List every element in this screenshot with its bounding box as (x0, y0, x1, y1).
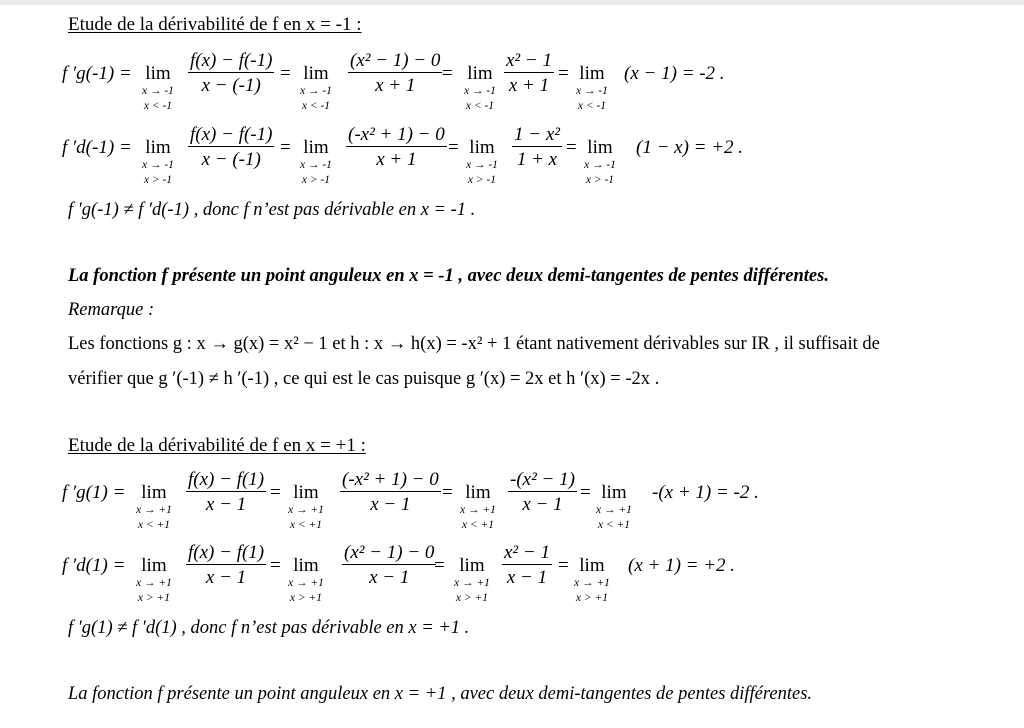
lhs: f ′d(1) = (62, 555, 126, 576)
section-2-conclusion: f ′g(1) ≠ f ′d(1) , donc f n’est pas dérivable en x = +1 . (68, 618, 470, 638)
lim-block: lim x → +1 x < +1 (460, 482, 496, 531)
document-page: Etude de la dérivabilité de f en x = -1 : f ′g(-1) = lim x → -1 x < -1 $\frac{f(x) - f(-1)}{x - (-1)}$ = lim x → -1 x < -1 $\frac{\text{(x² − 1) − 0}}{x + 1}$ = lim x → -1 x < -1 $\frac{\text{x² − 1}}{x + 1}$ = lim x → -1 x < -1 (x − 1) = -2 . f ′d(-1) = lim x → -1 x > -1 $\frac{f(x) - f(-1)}{x - (-1)}$ = lim x → -1 x > -1 $\frac{\text{(-x² + 1) − 0}}{x + 1}$ = lim x → -1 x > -1 $\frac{\text{1 − x²}}{1 + x}$ = lim x → -1 x > -1 (1 − x) = +2 . f ′g(-1) ≠ f ′d(-1) , donc f n’est pas dérivable en x = -1 . La fonction f présente un point anguleux en x = -1 , avec deux demi-tangentes de pentes différentes. Remarque : Les fonctions g : x → g(x) = x² − 1 et h : x → h(x) = -x² + 1 étant nativement dérivables sur IR , il suffisait de vérifier que g ′(-1) ≠ h ′(-1) , ce qui est le cas puisque g ′(x) = 2x et h ′(x) = -2x . Etude de la dérivabilité de f en x = +1 : f ′g(1) = lim x → +1 x < +1 $\frac{f(x) - f(1)}{x - 1}$ = lim x → +1 x < +1 $\frac{\text{(-x² + 1) − 0}}{x - 1}$ = lim x → +1 x < +1 $\frac{\text{-(x² − 1)}}{x - 1}$ = lim x → +1 x < +1 -(x + 1) = -2 . f ′d(1) = lim x → +1 x > +1 $\frac{f(x) - f(1)}{x - 1}$ = lim x → +1 x > +1 $\frac{\text{(x² − 1) − 0}}{x - 1}$ = lim x → +1 x > +1 $\frac{\text{x² − 1}}{x - 1}$ = lim x → +1 x > +1 (x + 1) = +2 . f ′g(1) ≠ f ′d(1) , donc f n’est pas dérivable en x = +1 . La fonction f présente un point anguleux en x = +1 , avec deux demi-tangentes de pentes différentes. (62, 14, 880, 704)
remark-line-1: Les fonctions g : x → g(x) = x² − 1 et h : x → h(x) = -x² + 1 étant nativement dérivables sur IR , il suffisait de (68, 334, 880, 354)
lim-block: lim x → +1 x > +1 (574, 555, 610, 604)
fraction: $\frac{\text{(-x² + 1) − 0}}{x + 1}$ (348, 124, 445, 170)
fraction: $\frac{\text{(x² − 1) − 0}}{x + 1}$ (350, 50, 441, 96)
fraction: $\frac{f(x) - f(-1)}{x - (-1)}$ (190, 50, 273, 96)
lim-block: lim x → -1 x > -1 (142, 137, 174, 186)
lhs: f ′d(-1) = (62, 137, 132, 158)
fraction: $\frac{f(x) - f(1)}{x - 1}$ (188, 469, 265, 515)
section-2-statement: La fonction f présente un point anguleux en x = +1 , avec deux demi-tangentes de pentes différentes. (68, 684, 813, 704)
lim-block: lim x → +1 x < +1 (136, 482, 172, 531)
fraction: $\frac{\text{x² − 1}}{x + 1}$ (506, 50, 552, 96)
fraction: $\frac{\text{1 − x²}}{1 + x}$ (514, 124, 560, 170)
lim-block: lim x → +1 x > +1 (136, 555, 172, 604)
fraction: $\frac{\text{(x² − 1) − 0}}{x - 1}$ (344, 542, 435, 588)
lim-block: lim x → +1 x > +1 (288, 555, 324, 604)
lim-block: lim x → +1 x < +1 (596, 482, 632, 531)
lim-block: lim x → +1 x < +1 (288, 482, 324, 531)
section-1-conclusion: f ′g(-1) ≠ f ′d(-1) , donc f n’est pas dérivable en x = -1 . (68, 200, 476, 220)
lim-block: lim x → -1 x < -1 (300, 63, 332, 112)
lim-block: lim x → -1 x < -1 (464, 63, 496, 112)
lhs: f ′g(1) = (62, 482, 126, 503)
section-1-statement: La fonction f présente un point anguleux en x = -1 , avec deux demi-tangentes de pentes différentes. (68, 266, 829, 286)
lim-block: lim x → -1 x < -1 (142, 63, 174, 112)
lim-block: lim x → -1 x > -1 (300, 137, 332, 186)
lhs: f ′g(-1) = (62, 63, 132, 84)
section-1-heading: Etude de la dérivabilité de f en x = -1 : (68, 14, 362, 35)
lim-block: lim x → +1 x > +1 (454, 555, 490, 604)
fraction: $\frac{f(x) - f(-1)}{x - (-1)}$ (190, 124, 273, 170)
lim-block: lim x → -1 x > -1 (466, 137, 498, 186)
lim-block: lim x → -1 x > -1 (584, 137, 616, 186)
fraction: $\frac{\text{-(x² − 1)}}{x - 1}$ (510, 469, 575, 515)
remark-line-2: vérifier que g ′(-1) ≠ h ′(-1) , ce qui est le cas puisque g ′(x) = 2x et h ′(x) = -2x . (68, 369, 660, 389)
fraction: $\frac{f(x) - f(1)}{x - 1}$ (188, 542, 265, 588)
section-2-heading: Etude de la dérivabilité de f en x = +1 : (68, 435, 366, 456)
fraction: $\frac{\text{x² − 1}}{x - 1}$ (504, 542, 550, 588)
lim-block: lim x → -1 x < -1 (576, 63, 608, 112)
remark-title: Remarque : (68, 300, 155, 320)
fraction: $\frac{\text{(-x² + 1) − 0}}{x - 1}$ (342, 469, 439, 515)
